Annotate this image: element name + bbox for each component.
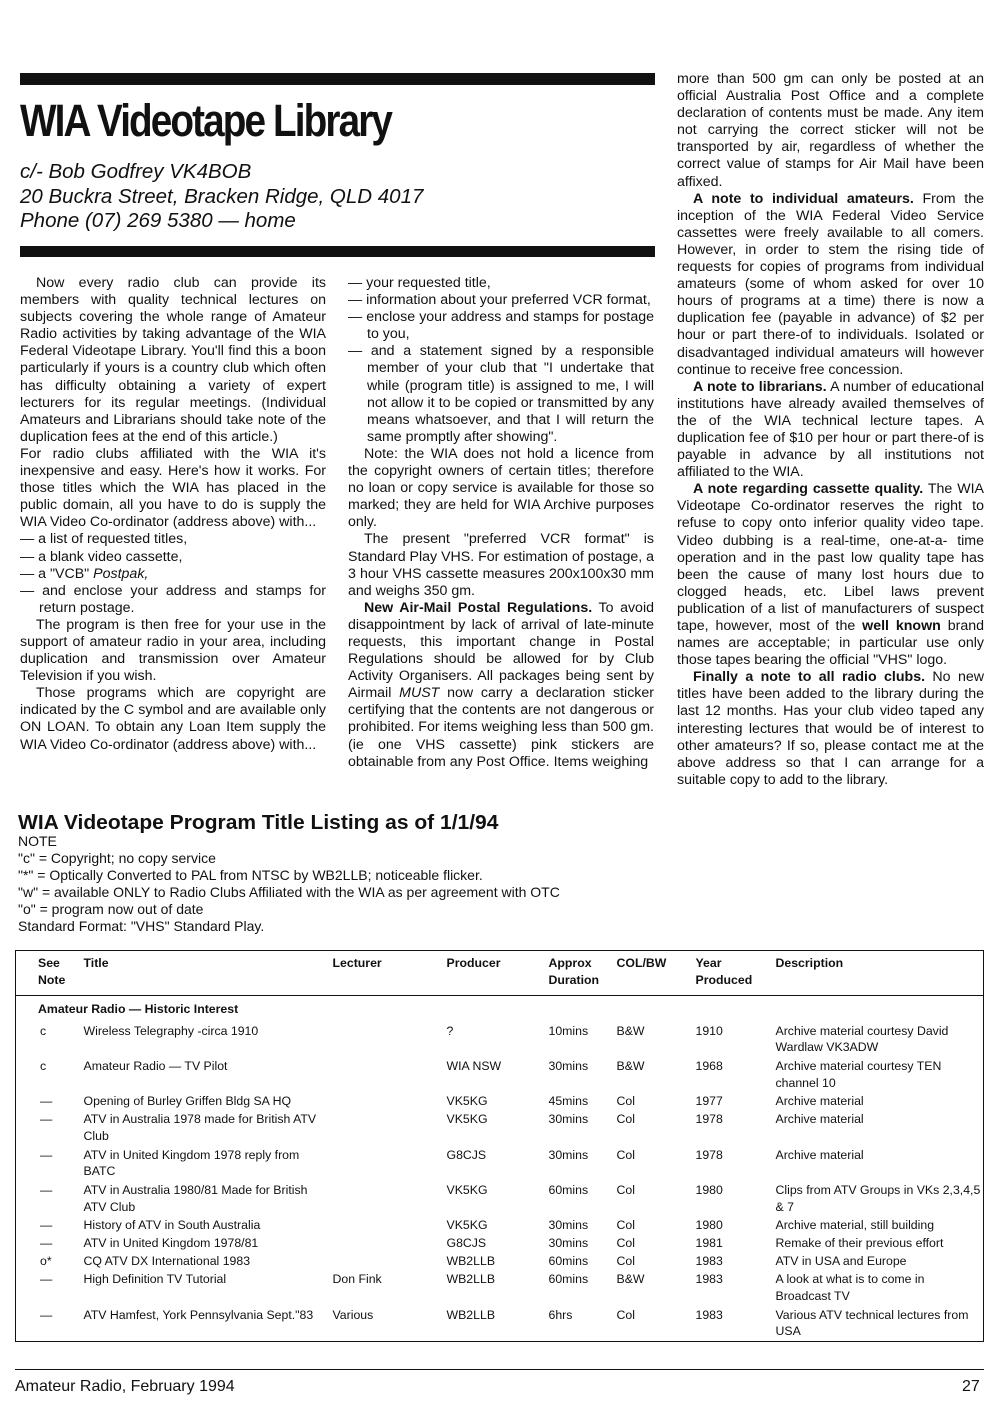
cell-colbw: Col [616, 1254, 635, 1269]
cell-producer: VK5KG [446, 1112, 488, 1127]
cell-title: ATV in Australia 1978 made for British ATV Club [83, 1112, 317, 1144]
cell-lecturer [331, 1181, 445, 1216]
cell-colbw: B&W [616, 1023, 645, 1038]
section-label: Amateur Radio — Historic Interest [38, 1002, 239, 1017]
cell-duration: 45mins [548, 1094, 589, 1109]
table-row [16, 1110, 984, 1145]
cell-note: — [40, 1182, 53, 1197]
cell-note: c [40, 1023, 47, 1038]
note-line: "o" = program now out of date [18, 901, 204, 917]
cell-year: 1983 [695, 1254, 723, 1269]
note-line: "w" = available ONLY to Radio Clubs Affiliated with the WIA as per agreement with OTC [18, 884, 560, 900]
paragraph-heading: A note to librarians. [693, 378, 827, 395]
cell-lecturer [331, 1234, 445, 1252]
cell-title: CQ ATV DX International 1983 [83, 1254, 251, 1269]
paragraph-emphasis: MUST [399, 685, 440, 702]
address-line: c/- Bob Godfrey VK4BOB [20, 160, 252, 183]
table-row [16, 1146, 984, 1181]
cell-desc: Archive material courtesy David Wardlaw VK3ADW [775, 1023, 949, 1055]
paragraph: The program is then free for your use in the support of amateur radio in your area, including duplication and transmission over Amateur Television if you wish. [20, 616, 326, 685]
cell-note: — [40, 1112, 53, 1127]
cell-note: — [40, 1218, 53, 1233]
cell-desc: Archive material [775, 1112, 864, 1127]
paragraph-heading: Finally a note to all radio clubs. [693, 669, 926, 686]
program-table [15, 950, 984, 1342]
cell-duration: 30mins [548, 1147, 589, 1162]
column-header: Lecturer [332, 956, 382, 970]
cell-producer: WB2LLB [446, 1272, 496, 1287]
cell-colbw: Col [616, 1094, 635, 1109]
contact-address [20, 160, 423, 234]
list-item-emphasis: Postpak, [93, 565, 149, 582]
cell-desc: ATV in USA and Europe [775, 1254, 907, 1269]
cell-duration: 60mins [548, 1272, 589, 1287]
list-item [20, 566, 326, 583]
cell-colbw: Col [616, 1307, 635, 1322]
table-row [16, 1092, 984, 1110]
cell-year: 1980 [695, 1182, 723, 1197]
column-header: Approx Duration [548, 956, 600, 987]
note-line: Standard Format: "VHS" Standard Play. [18, 918, 265, 934]
cell-colbw: Col [616, 1112, 635, 1127]
paragraph-text: From the inception of the WIA Federal Video Service cassettes were freely available to all comers. However, in order to stem the rising tide of requests for copies of programs from individual amateurs (some of whom asked for over 10 hours of programs at a time) there is now a duplication fee (payable in advance) of $2 per hour or part there-of to individuals. Isolated or disadvantaged individual amateurs will however continue to receive free concession. [677, 190, 984, 378]
column-header: Title [83, 956, 109, 970]
cell-note: — [40, 1147, 53, 1162]
list-item: — a blank video cassette, [20, 548, 183, 565]
paragraph-text: The WIA Videotape Co-ordinator reserves the right to refuse to copy onto inferior quality video tape. Video dubbing is a real-time, one-at-a- time operation and in the past low quality tape has been the cause of many lost hours due to clogged heads, etc. Libel laws prevent publication of a list of manufacturers of suspect tape, however, most of the [677, 481, 984, 634]
paragraph-text: A number of educational institutions have already availed themselves of the of the WIA technical lecture tapes. A duplication fee of $10 per hour or part there-of is payable in advance by all institutions not affiliated to the WIA. [677, 378, 984, 481]
paragraph: more than 500 gm can only be posted at an official Australia Post Office and a complete declaration of contents must be made. Any item not carrying the correct sticker will not be transported by air, regardless of whether the correct value of stamps for Air Mail have been affixed. [677, 71, 984, 190]
cell-title: Opening of Burley Griffen Bldg SA HQ [83, 1094, 292, 1109]
list-item: — enclose your address and stamps for postage to you, [348, 309, 654, 343]
cell-year: 1983 [695, 1272, 723, 1287]
cell-title: Wireless Telegraphy -circa 1910 [83, 1023, 259, 1038]
column-header: Producer [446, 956, 501, 970]
paragraph-text: To avoid disappointment by lack of arrival of late-minute requests, this important change in Postal Regulations should be allowed for by Club Activity Organisers. All packages being sent by Airmail [348, 599, 654, 702]
cell-title: ATV in United Kingdom 1978/81 [83, 1236, 259, 1251]
cell-desc: Archive material [775, 1147, 864, 1162]
cell-producer: VK5KG [446, 1182, 488, 1197]
notes-heading: NOTE [18, 833, 57, 849]
cell-duration: 30mins [548, 1236, 589, 1251]
column-1 [20, 275, 326, 754]
cell-producer: WB2LLB [446, 1254, 496, 1269]
paragraph: Note: the WIA does not hold a licence from the copyright owners of certain titles; therefore no loan or copy service is available for those so marked; they are held for WIA Archive purposes only. [348, 445, 654, 531]
cell-lecturer: Don Fink [332, 1272, 382, 1287]
paragraph-bold: well known [862, 618, 941, 634]
listing-notes [18, 833, 560, 935]
section-row [16, 996, 984, 1019]
cell-colbw: Col [616, 1218, 635, 1233]
cell-producer: VK5KG [446, 1218, 488, 1233]
cell-duration: 6hrs [548, 1307, 573, 1322]
cell-year: 1978 [695, 1112, 723, 1127]
cell-producer: ? [446, 1023, 454, 1038]
cell-duration: 30mins [548, 1112, 589, 1127]
note-line: "c" = Copyright; no copy service [18, 850, 216, 866]
cell-duration: 30mins [548, 1058, 589, 1073]
paragraph [677, 191, 984, 379]
header-rule [20, 246, 655, 257]
list-item: — and a statement signed by a responsible member of your club that "I undertake that while (program title) is assigned to me, I will not allow it to be copied or transmitted by any means whatsoever, and that I will return the same promptly after showing". [348, 343, 654, 445]
column-2 [348, 275, 654, 771]
cell-year: 1981 [695, 1236, 723, 1251]
cell-title: ATV Hamfest, York Pennsylvania Sept."83 [83, 1307, 314, 1322]
table-row [16, 1181, 984, 1216]
table-row [16, 1306, 984, 1341]
cell-desc: Archive material courtesy TEN channel 10 [775, 1058, 942, 1090]
cell-year: 1983 [695, 1307, 723, 1322]
cell-desc: Clips from ATV Groups in VKs 2,3,4,5 & 7 [775, 1182, 981, 1214]
paragraph [348, 600, 654, 771]
cell-title: ATV in United Kingdom 1978 reply from BATC [83, 1147, 300, 1179]
column-3 [677, 71, 984, 789]
column-header: Description [775, 956, 844, 970]
paragraph-text: brand names are acceptable; in particular use only those tapes bearing the official "VHS" logo. [677, 618, 984, 669]
table-body [16, 1019, 984, 1341]
address-line: 20 Buckra Street, Bracken Ridge, QLD 4017 [20, 184, 424, 208]
table-row [16, 1270, 984, 1305]
cell-colbw: B&W [616, 1058, 645, 1073]
cell-producer: G8CJS [446, 1236, 487, 1251]
cell-lecturer [331, 1092, 445, 1110]
paragraph [677, 379, 984, 482]
cell-year: 1977 [695, 1094, 723, 1109]
cell-title: High Definition TV Tutorial [83, 1272, 227, 1287]
paragraph-heading: A note to individual amateurs. [693, 190, 914, 207]
cell-lecturer [331, 1110, 445, 1145]
cell-lecturer [331, 1252, 445, 1270]
cell-producer: G8CJS [446, 1147, 487, 1162]
list-item: — information about your preferred VCR format, [348, 292, 651, 309]
table-row [16, 1216, 984, 1234]
cell-title: History of ATV in South Australia [83, 1218, 261, 1233]
cell-desc: Archive material, still building [775, 1218, 935, 1233]
paragraph [677, 481, 984, 669]
table-row [16, 1252, 984, 1270]
cell-year: 1980 [695, 1218, 723, 1233]
cell-duration: 10mins [548, 1023, 589, 1038]
paragraph: For radio clubs affiliated with the WIA it's inexpensive and easy. Here's how it works. For those titles which the WIA has placed in the public domain, all you have to do is supply the WIA Video Co-ordinator (address above) with... [20, 445, 326, 531]
cell-lecturer [331, 1146, 445, 1181]
cell-title: Amateur Radio — TV Pilot [83, 1058, 228, 1073]
paragraph [677, 669, 984, 789]
cell-duration: 60mins [548, 1182, 589, 1197]
cell-year: 1910 [695, 1023, 723, 1038]
cell-lecturer: Various [332, 1307, 374, 1322]
footer-publication: Amateur Radio, February 1994 [15, 1378, 235, 1395]
cell-year: 1978 [695, 1147, 723, 1162]
cell-desc: A look at what is to come in Broadcast TV [775, 1272, 925, 1304]
paragraph-text: now carry a declaration sticker certifying that the contents are not dangerous or prohibited. For items weighing less than 500 gm. (ie one VHS cassette) pink stickers are obtainable from any Post Office. Items weighing [348, 685, 654, 770]
table-header [16, 951, 984, 996]
cell-duration: 60mins [548, 1254, 589, 1269]
cell-colbw: Col [616, 1182, 635, 1197]
paragraph-heading: A note regarding cassette quality. [693, 481, 924, 498]
column-header: See Note [38, 956, 66, 987]
paragraph: Now every radio club can provide its members with quality technical lectures on subjects covering the whole range of Amateur Radio activities by taking advantage of the WIA Federal Videotape Library. You'll find this a boon particularly if yours is a country club which often has difficulty obtaining a variety of expert lecturers for its regular meetings. (Individual Amateurs and Librarians should take note of the duplication fees at the end of this article.) [20, 275, 326, 445]
cell-note: c [40, 1058, 47, 1073]
column-header: COL/BW [616, 956, 667, 970]
listing-title: WIA Videotape Program Title Listing as of 1/1/94 [18, 812, 499, 834]
cell-colbw: B&W [616, 1272, 645, 1287]
top-rule [20, 73, 655, 85]
cell-lecturer [331, 1216, 445, 1234]
paragraph-text: No new titles have been added to the library during the last 12 months. Has your club video taped any interesting lectures that would be of interest to other amateurs? If so, please contact me at the above address so that I can arrange for a suitable copy to add to the library. [677, 669, 984, 788]
cell-desc: Various ATV technical lectures from USA [775, 1307, 969, 1339]
table-row [16, 1234, 984, 1252]
cell-year: 1968 [695, 1058, 723, 1073]
cell-title: ATV in Australia 1980/81 Made for British ATV Club [83, 1182, 308, 1214]
paragraph: Those programs which are copyright are indicated by the C symbol and are available only ON LOAN. To obtain any Loan Item supply the WIA Video Co-ordinator (address above) with... [20, 685, 326, 753]
table-row [16, 1019, 984, 1057]
table-spacer [16, 1341, 984, 1342]
list-item-text: — a "VCB" [20, 565, 94, 582]
cell-producer: VK5KG [446, 1094, 488, 1109]
list-item: — your requested title, [348, 275, 491, 291]
cell-colbw: Col [616, 1236, 635, 1251]
cell-producer: WIA NSW [446, 1058, 502, 1073]
cell-note: — [40, 1094, 53, 1109]
paragraph: The present "preferred VCR format" is Standard Play VHS. For estimation of postage, a 3 hour VHS cassette measures 200x100x30 mm and weighs 350 gm. [348, 531, 654, 599]
article-title: WIA Videotape Library [20, 95, 392, 146]
table-row [16, 1057, 984, 1092]
cell-note: o* [40, 1254, 52, 1269]
column-header: Year Produced [695, 956, 753, 987]
cell-lecturer [331, 1019, 445, 1057]
cell-producer: WB2LLB [446, 1307, 496, 1322]
cell-note: — [40, 1307, 53, 1322]
cell-colbw: Col [616, 1147, 635, 1162]
cell-note: — [40, 1236, 53, 1251]
paragraph-heading: New Air-Mail Postal Regulations. [364, 599, 593, 616]
cell-desc: Remake of their previous effort [775, 1236, 944, 1251]
cell-desc: Archive material [775, 1094, 864, 1109]
page-number: 27 [962, 1378, 980, 1395]
footer-rule [15, 1369, 984, 1370]
list-item: — a list of requested titles, [20, 531, 188, 548]
note-line: "*" = Optically Converted to PAL from NTSC by WB2LLB; noticeable flicker. [18, 867, 483, 883]
list-item: — and enclose your address and stamps for return postage. [20, 582, 326, 616]
cell-duration: 30mins [548, 1218, 589, 1233]
address-line: Phone (07) 269 5380 — home [20, 209, 296, 232]
cell-lecturer [331, 1057, 445, 1092]
cell-note: — [40, 1272, 53, 1287]
